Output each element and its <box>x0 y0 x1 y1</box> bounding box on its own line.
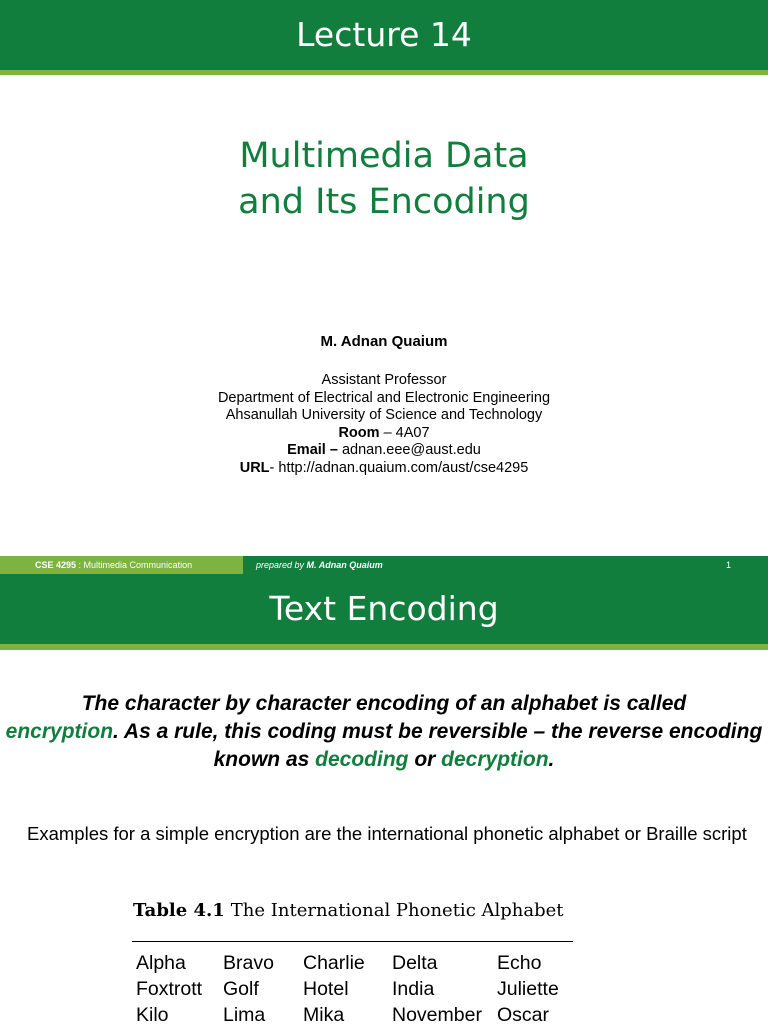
slide2-header-title: Text Encoding <box>269 589 499 628</box>
table-row <box>136 950 576 976</box>
table-cell: Bravo <box>223 952 274 974</box>
table-cell: Alpha <box>136 952 186 974</box>
table-row <box>136 1002 576 1028</box>
table-row <box>136 976 576 1002</box>
slide1-title <box>0 133 768 225</box>
author-position: Assistant Professor <box>321 372 447 388</box>
definition-text-2: . As a rule, this coding must be reversible – the reverse encoding known as <box>113 720 763 771</box>
table-cell: Mika <box>303 1004 345 1026</box>
url-label: URL <box>239 459 270 476</box>
table-cell: Delta <box>392 952 438 974</box>
room-value: – 4A07 <box>379 424 430 441</box>
footer-course <box>0 556 243 574</box>
slide1-header-divider <box>0 70 768 75</box>
email-value[interactable]: adnan.eee@aust.edu <box>337 442 481 459</box>
author-info <box>0 372 768 478</box>
phonetic-alphabet-table <box>136 950 576 1028</box>
table-cell: Lima <box>223 1004 266 1026</box>
footer-prepared-by <box>256 556 383 574</box>
author-room <box>0 425 768 443</box>
url-value[interactable]: - http://adnan.quaium.com/aust/cse4295 <box>269 459 529 476</box>
table-cell: November <box>392 1004 482 1026</box>
slide2-header-banner <box>0 574 768 644</box>
room-label: Room <box>338 424 380 441</box>
encryption-definition <box>0 690 768 774</box>
footer-course-code: CSE 4295 <box>35 560 77 570</box>
term-encryption: encryption <box>5 720 114 743</box>
footer-page-number: 1 <box>725 560 731 570</box>
email-label: Email – <box>287 442 338 459</box>
table-cell: India <box>392 978 435 1000</box>
table-title: The International Phonetic Alphabet <box>230 900 564 921</box>
definition-text-1: The character by character encoding of an alphabet is called <box>81 692 687 715</box>
slide1-title-line2: and Its Encoding <box>238 182 530 222</box>
examples-text: Examples for a simple encryption are the international phonetic alphabet or Braille script <box>27 823 747 844</box>
table-cell: Charlie <box>303 952 365 974</box>
term-decoding: decoding <box>315 748 409 771</box>
definition-text-4: . <box>548 748 555 771</box>
author-url <box>0 460 768 478</box>
table-cell: Foxtrott <box>136 978 203 1000</box>
table-cell: Hotel <box>303 978 349 1000</box>
author-department: Department of Electrical and Electronic Engineering <box>217 389 551 406</box>
slide1-title-line1: Multimedia Data <box>239 136 529 176</box>
author-name: M. Adnan Quaium <box>320 333 448 350</box>
table-top-rule <box>132 941 573 942</box>
footer-course-name: : Multimedia Communication <box>76 560 193 570</box>
slide2-header-divider <box>0 644 768 650</box>
slide-footer <box>0 556 768 574</box>
table-number: Table 4.1 <box>133 900 225 921</box>
slide1-header-banner <box>0 0 768 70</box>
table-cell: Echo <box>497 952 542 974</box>
table-caption <box>133 900 564 921</box>
slide1-header-title: Lecture 14 <box>296 15 472 54</box>
footer-prepared-name: M. Adnan Quaium <box>306 560 383 570</box>
definition-text-3: or <box>408 748 442 771</box>
table-cell: Oscar <box>497 1004 550 1026</box>
table-cell: Kilo <box>136 1004 169 1026</box>
term-decryption: decryption <box>441 748 549 771</box>
table-cell: Golf <box>223 978 259 1000</box>
table-cell: Juliette <box>497 978 559 1000</box>
author-university: Ahsanullah University of Science and Technology <box>225 407 543 424</box>
footer-prepared-label: prepared by <box>256 560 307 570</box>
author-email <box>0 442 768 460</box>
